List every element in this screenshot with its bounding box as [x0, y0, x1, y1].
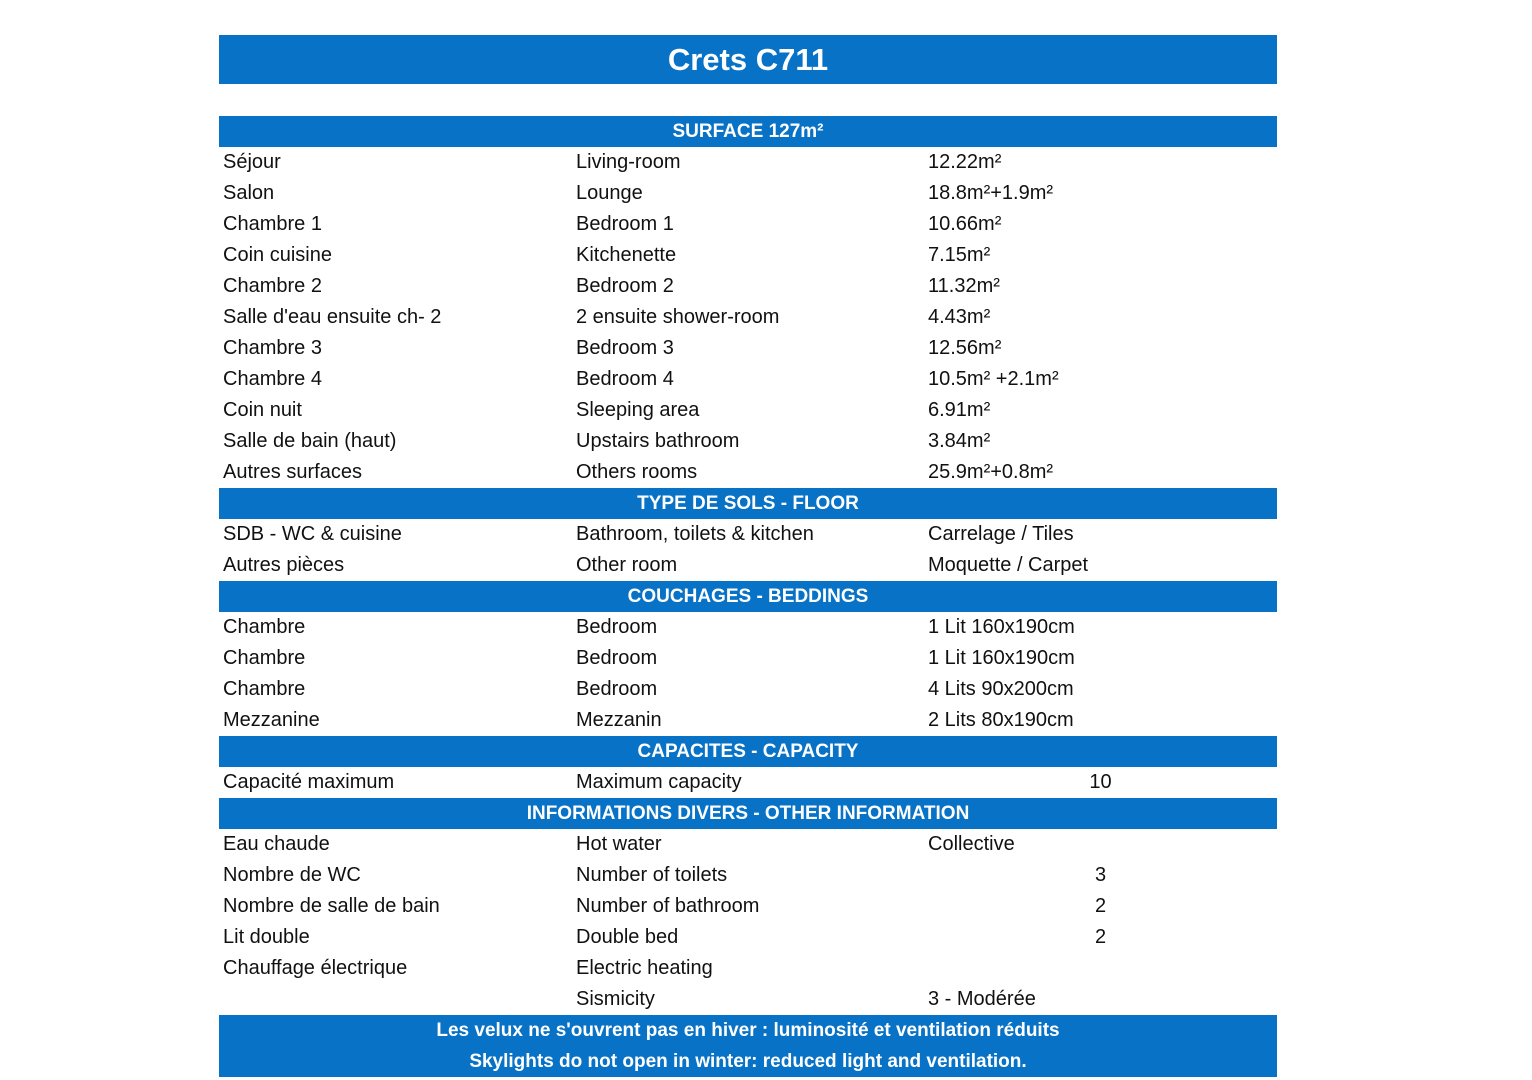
label-en: Number of bathroom: [576, 895, 760, 917]
footer-line-fr: Les velux ne s'ouvrent pas en hiver : luminosité et ventilation réduits: [436, 1020, 1060, 1041]
label-fr: Chambre: [223, 616, 306, 638]
value: 25.9m²+0.8m²: [928, 461, 1054, 483]
label-en: Electric heating: [576, 957, 713, 979]
value: 10: [1089, 771, 1112, 793]
table-row: [219, 178, 1277, 209]
label-en: Maximum capacity: [576, 771, 742, 793]
label-en: Bathroom, toilets & kitchen: [576, 523, 814, 545]
value: 2: [1094, 895, 1107, 917]
property-sheet: [219, 35, 1277, 1077]
table-row: [219, 395, 1277, 426]
table-row: [219, 333, 1277, 364]
footer-line-en: Skylights do not open in winter: reduced light and ventilation.: [469, 1051, 1027, 1072]
label-en: Bedroom: [576, 647, 658, 669]
value: Carrelage / Tiles: [928, 523, 1074, 545]
table-row: [219, 705, 1277, 736]
value: 1 Lit 160x190cm: [928, 647, 1075, 669]
table-row: [219, 674, 1277, 705]
label-en: Sleeping area: [576, 399, 700, 421]
value: Collective: [928, 833, 1015, 855]
label-fr: Capacité maximum: [223, 771, 395, 793]
label-fr: Chambre: [223, 678, 306, 700]
section-header-beddings: COUCHAGES - BEDDINGS: [219, 581, 1277, 612]
label-fr: Autres surfaces: [223, 461, 362, 483]
value: 12.56m²: [928, 337, 1002, 359]
table-row: [219, 891, 1277, 922]
table-row: [219, 519, 1277, 550]
label-en: Other room: [576, 554, 678, 576]
section-header-info: INFORMATIONS DIVERS - OTHER INFORMATION: [219, 798, 1277, 829]
label-fr: Autres pièces: [223, 554, 345, 576]
table-row: [219, 147, 1277, 178]
label-en: Bedroom: [576, 616, 658, 638]
table-row: [219, 612, 1277, 643]
label-fr: Coin nuit: [223, 399, 302, 421]
value: 11.32m²: [928, 275, 1000, 297]
table-row: [219, 302, 1277, 333]
label-en: 2 ensuite shower-room: [576, 306, 780, 328]
label-fr: Chambre 4: [223, 368, 322, 390]
value-cell: [924, 864, 1277, 887]
label-fr: Mezzanine: [223, 709, 320, 731]
value: 6.91m²: [928, 399, 991, 421]
table-row: [219, 550, 1277, 581]
value: 3.84m²: [928, 430, 991, 452]
label-en: Bedroom 2: [576, 275, 674, 297]
table-row: [219, 426, 1277, 457]
value: 7.15m²: [928, 244, 991, 266]
label-fr: Chauffage électrique: [223, 957, 408, 979]
value: 2: [1094, 926, 1107, 948]
label-fr: Chambre 1: [223, 213, 322, 235]
label-en: Mezzanin: [576, 709, 662, 731]
section-header-surface: SURFACE 127m²: [219, 116, 1277, 147]
label-en: Living-room: [576, 151, 681, 173]
table-row: [219, 767, 1277, 798]
label-en: Bedroom: [576, 678, 658, 700]
label-en: Double bed: [576, 926, 679, 948]
label-en: Lounge: [576, 182, 643, 204]
label-fr: Salle de bain (haut): [223, 430, 397, 452]
value: 4.43m²: [928, 306, 991, 328]
table-row: [219, 643, 1277, 674]
surface-rows: [219, 147, 1277, 488]
table-row: [219, 240, 1277, 271]
label-fr: Salon: [223, 182, 275, 204]
table-row: [219, 860, 1277, 891]
label-en: Sismicity: [576, 988, 655, 1010]
value: 1 Lit 160x190cm: [928, 616, 1075, 638]
value: 3: [1094, 864, 1107, 886]
label-fr: Séjour: [223, 151, 281, 173]
table-row: [219, 953, 1277, 984]
value: 2 Lits 80x190cm: [928, 709, 1074, 731]
value-cell: [924, 771, 1277, 794]
section-header-capacity: CAPACITES - CAPACITY: [219, 736, 1277, 767]
value: 10.66m²: [928, 213, 1002, 235]
label-fr: SDB - WC & cuisine: [223, 523, 402, 545]
info-rows: [219, 829, 1277, 1015]
label-en: Others rooms: [576, 461, 698, 483]
label-fr: Nombre de WC: [223, 864, 361, 886]
table-row: [219, 829, 1277, 860]
capacity-rows: [219, 767, 1277, 798]
label-en: Kitchenette: [576, 244, 677, 266]
label-fr: Nombre de salle de bain: [223, 895, 440, 917]
section-header-floor: TYPE DE SOLS - FLOOR: [219, 488, 1277, 519]
value-cell: [924, 926, 1277, 949]
value: 10.5m² +2.1m²: [928, 368, 1059, 390]
page-title: Crets C711: [219, 35, 1277, 84]
beddings-rows: [219, 612, 1277, 736]
floor-rows: [219, 519, 1277, 581]
label-fr: Chambre 3: [223, 337, 322, 359]
table-row: [219, 209, 1277, 240]
label-fr: Coin cuisine: [223, 244, 332, 266]
value: 18.8m²+1.9m²: [928, 182, 1054, 204]
label-en: Number of toilets: [576, 864, 728, 886]
value: Moquette / Carpet: [928, 554, 1089, 576]
table-row: [219, 364, 1277, 395]
label-en: Hot water: [576, 833, 662, 855]
label-fr: Eau chaude: [223, 833, 330, 855]
value: 12.22m²: [928, 151, 1002, 173]
footer-notice: [219, 1015, 1277, 1077]
table-row: [219, 271, 1277, 302]
table-row: [219, 457, 1277, 488]
label-fr: Salle d'eau ensuite ch- 2: [223, 306, 442, 328]
label-en: Bedroom 3: [576, 337, 674, 359]
label-fr: Lit double: [223, 926, 310, 948]
label-en: Bedroom 4: [576, 368, 674, 390]
label-en: Bedroom 1: [576, 213, 674, 235]
label-fr: Chambre: [223, 647, 306, 669]
value: 4 Lits 90x200cm: [928, 678, 1074, 700]
label-en: Upstairs bathroom: [576, 430, 740, 452]
table-row: [219, 922, 1277, 953]
label-fr: Chambre 2: [223, 275, 322, 297]
value: 3 - Modérée: [928, 988, 1036, 1010]
table-row: [219, 984, 1277, 1015]
value-cell: [924, 895, 1277, 918]
